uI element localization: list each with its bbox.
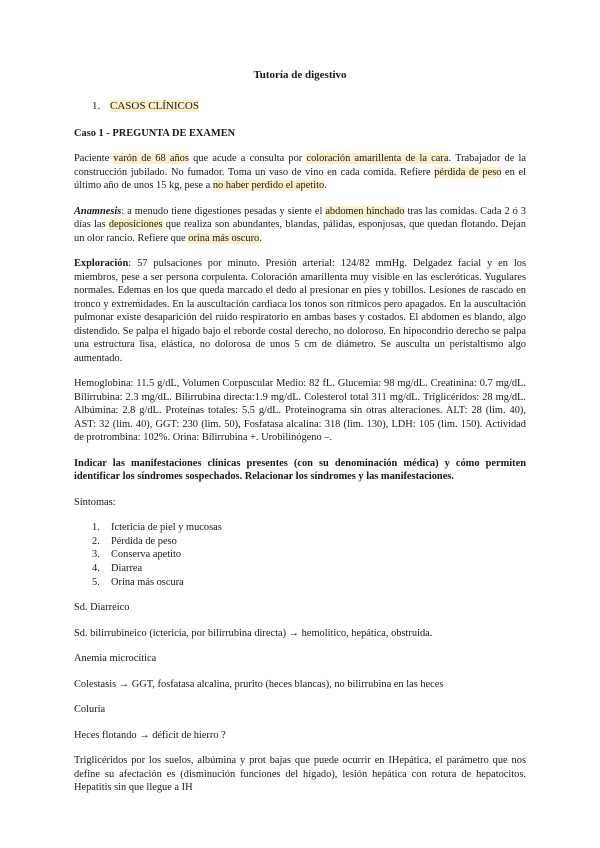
exam-question: Indicar las manifestaciones clínicas presentes (con su denominación médica) y cómo permiten identificar los síndromes sospechados. Relacionar los síndromes y las manifestaciones. (74, 457, 526, 483)
list-text: Conserva apetito (111, 549, 182, 561)
list-item (92, 548, 526, 562)
highlight: orina más oscuro (188, 232, 260, 244)
text-span: . (324, 180, 327, 192)
list-item (92, 521, 526, 535)
highlight: pérdida de peso (434, 166, 502, 178)
case-title: Caso 1 - PREGUNTA DE EXAMEN (74, 127, 236, 139)
section-heading (92, 99, 526, 113)
list-number: 1. (92, 522, 100, 534)
list-number: 3. (92, 549, 100, 561)
note-bilirubin: Sd. bilirrubineico (ictericia, por bilirrubina directa) → hemolítico, hepática, obstruida. (74, 627, 433, 639)
exploration-paragraph (74, 257, 526, 365)
text-span: Paciente (74, 153, 114, 165)
text-span: . Trabajador de la construcción jubilado. No fumador. Toma un vaso de vino en cada comida. Refiere (74, 153, 527, 178)
list-text: Ictericia de piel y mucosas (111, 522, 222, 534)
text-span: que acude a consulta por (188, 153, 307, 165)
highlight: coloración amarillenta de la cara (306, 153, 449, 165)
exploration-label: Exploración (74, 258, 129, 270)
list-text: Pérdida de peso (111, 535, 177, 547)
section-number: 1. (92, 100, 101, 113)
note-coluria: Coluria (74, 704, 106, 716)
highlight: abdomen hinchado (325, 205, 405, 217)
list-number: 4. (92, 563, 100, 574)
note-stool: Heces flotando → déficit de hierro ? (74, 729, 226, 741)
symptoms-label: Síntomas: (74, 496, 116, 508)
list-item (92, 562, 526, 576)
list-text: Diarrea (111, 563, 143, 574)
list-text: Orina más oscura (111, 576, 184, 588)
note-anemia: Anemia microcítica (74, 653, 157, 665)
text-span: : a menudo tiene digestiones pesadas y siente el (121, 205, 326, 217)
section-label: CASOS CLÍNICOS (110, 100, 199, 113)
highlight: no haber perdido el apetito (212, 180, 325, 192)
lab-results-paragraph: Hemoglobina: 11.5 g/dL, Volumen Corpuscular Medio: 82 fL. Glucemia: 98 mg/dL. Creatinina: 0.7 mg/dL. Bilirrubina: 2.3 mg/dL. Bilirrubina directa:1.9 mg/dL. Colesterol total 311 mg/dL. Triglicéridos: 28 mg/dL. Albúmina: 2.8 g/dL. Proteínas totales: 5.5 g/dL. Proteinograma sin otras alteraciones. ALT: 28 (lim. 40), AST: 32 (lim. 40), GGT: 230 (lim. 50), Fosfatasa alcalina: 318 (lim. 130), LDH: 105 (lim. 150). Actividad de protrombina: 102%. Orina: Bilirrubina +. Urobilinógeno –. (74, 378, 526, 444)
text-span: en el último año de unos 15 kg, pese a (74, 166, 526, 192)
list-number: 5. (92, 576, 100, 588)
list-number: 2. (92, 535, 100, 547)
highlight: deposiciones (108, 219, 163, 231)
text-span: . (259, 232, 262, 244)
list-item (92, 576, 526, 590)
patient-paragraph (74, 152, 526, 193)
note-triglycerides: Triglicéridos por los suelos, albúmina y prot bajas que puede ocurrir en IHepática, el parámetro que nos define su afectación es (disminución funciones del hígado), lesión hepática con rotura de hepatocitos. Hepatitis sin que llegue a IH (74, 755, 526, 794)
note-cholestasis: Colestasis → GGT, fosfatasa alcalina, prurito (heces blancas), no bilirrubina en las heces (74, 678, 444, 690)
list-item (92, 535, 526, 549)
anamnesis-paragraph (74, 205, 526, 246)
note-diarrheal: Sd. Diarreico (74, 602, 130, 614)
anamnesis-label: Anamnesis (74, 205, 122, 217)
text-span: que realiza son abundantes, blandas, pálidas, esponjosas, que quedan flotando. Dejan un olor rancio. Refiere que (74, 219, 526, 244)
text-span: : 57 pulsaciones por minuto. Presión arterial: 124/82 mmHg. Delgadez facial y en los miembros, pese a ser persona corpulenta. Coloración amarillenta muy visible en las escleróticas. Yugulares normales. Edemas en los que queda marcado el dedo al presionar en pies y tobillos. Lesiones de rascado en tronco y extremidades. En la auscultación cardiaca los tonos son rítmicos pero apagados. En la auscultación pulmonar existe desaparición del ruido respiratorio en ambas bases y costados. El abdomen es blando, algo distendido. Se palpa el hígado bajo el reborde costal derecho, no doloroso. En hipocondrio derecho se palpa una estructura lisa, elástica, no dolorosa de unos 5 cm de diámetro. Se ausculta un peristaltismo algo aumentado. (74, 258, 526, 364)
document-title: Tutoría de digestivo (253, 69, 347, 81)
text-span: tras las comidas. Cada 2 ó 3 días las (74, 205, 527, 231)
highlight: varón de 68 años (113, 153, 189, 165)
symptoms-list (74, 521, 526, 589)
document-page (74, 68, 526, 807)
